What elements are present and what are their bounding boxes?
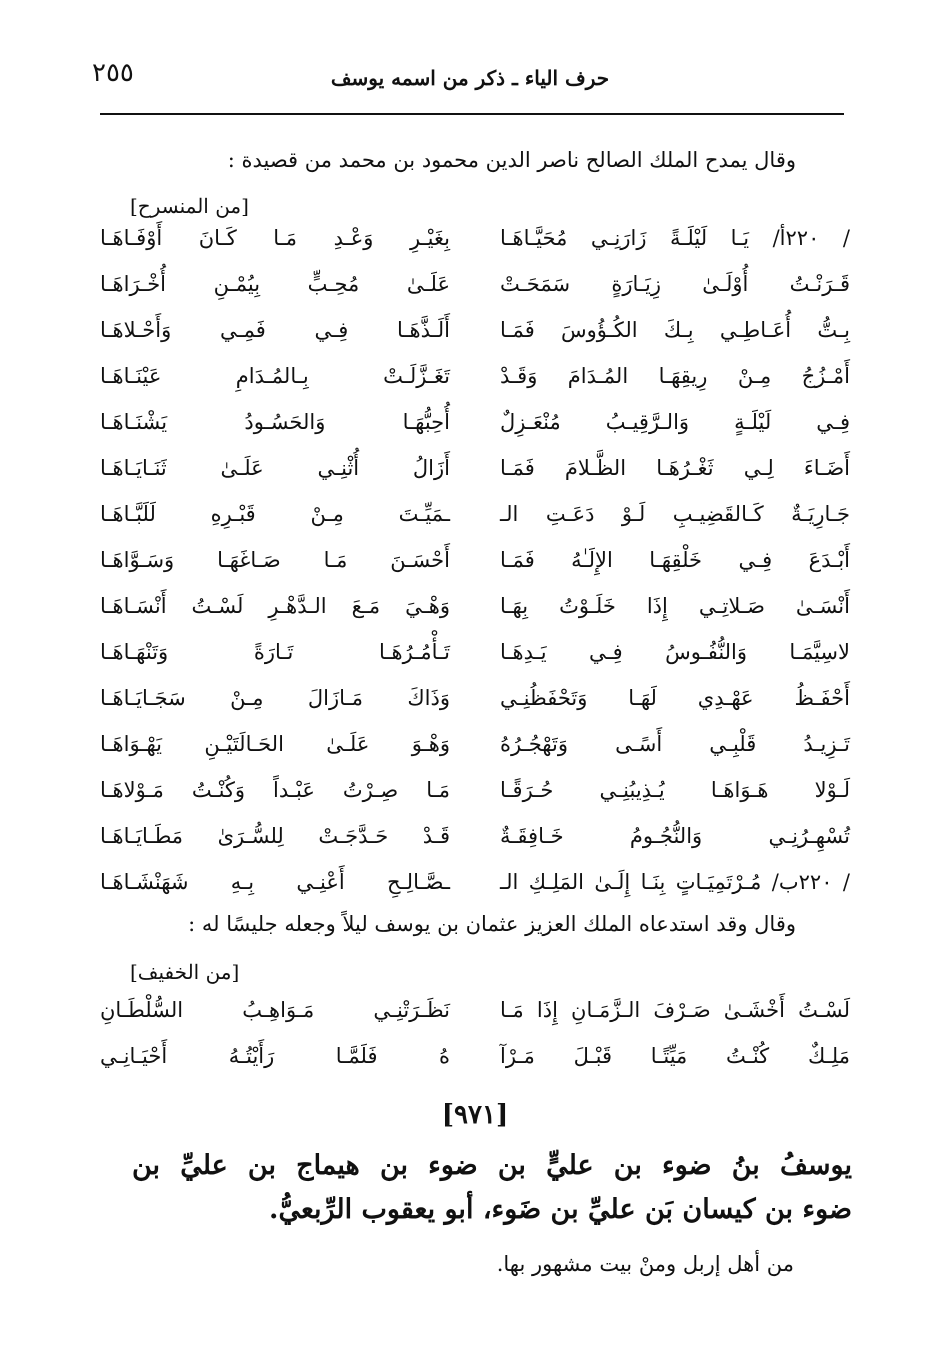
- verse-first-hemistich: أَبْـدَعَ فِـي خَلْقِهَـا الإِلَـٰهُ فَمَـا: [500, 548, 850, 572]
- verse: [100, 820, 850, 866]
- verse-first-hemistich: أَمْـزُجُ مِـنْ رِيقِهَـا المُـدَامَ وَقَـدْ: [500, 364, 850, 388]
- verse-first-hemistich: أَضَـاءَ لِـي ثَغْـرُهَـا الظَّـلامَ فَمَـا: [500, 456, 850, 480]
- verse: [100, 590, 850, 636]
- verse-first-hemistich: لَـوْلا هَـوَاهَـا يُـذِيبُنِـي حُـرَقًـا: [500, 778, 850, 802]
- poem1-meter: [من المنسرح]: [130, 194, 249, 218]
- poem2-verses: [100, 994, 850, 1086]
- verse-first-hemistich: لَسْـتُ أَخْشَـىٰ صَـرْفَ الـزَّمَـانِ إِذَا مَـا: [500, 998, 850, 1022]
- page-number: ٢٥٥: [92, 58, 134, 88]
- verse: [100, 544, 850, 590]
- entry-number: [٩٧١]: [441, 1100, 509, 1130]
- poem1-intro: وقال يمدح الملك الصالح ناصر الدين محمود بن محمد من قصيدة :: [227, 148, 796, 172]
- verse: [100, 728, 850, 774]
- verse-second-hemistich: تَـأْمُـرُهَـا تَـارَةً وَتَنْهَـاهَـا: [100, 640, 450, 664]
- verse-second-hemistich: وَذَاكَ مَـازَالَ مِـنْ سَجَـايَـاهَـا: [100, 686, 450, 710]
- verse-first-hemistich: تَـزِيـدُ قَلْبِـي أَسًـى وَتَهْجُـرُهُ: [500, 732, 850, 756]
- verse-second-hemistich: ـصَّـالِـحِ أَعْنِـي بِـهِ شَهَنْشَـاهَـا: [100, 870, 450, 894]
- entry-title-line1: يوسفُ بنُ ضوء بن عليٍّ بن ضوء بن هيماج بن عليِّ بن: [132, 1150, 852, 1181]
- verse-second-hemistich: نَظَـرَتْنِـي مَـوَاهِـبُ السُّلْطَـانِ: [100, 998, 450, 1022]
- verse-first-hemistich: مَلِـكٌ كُنْـتُ مَيِّتًـا قَبْـلَ مَـرْآ: [500, 1044, 850, 1068]
- verse-first-hemistich: أَحْفَـظُ عَهْـدِي لَهَـا وَتَحْفَظُنِـي: [500, 686, 850, 710]
- running-head: حرف الياء ـ ذكر من اسمه يوسف: [330, 66, 610, 90]
- verse-second-hemistich: هُ فَلَمَّـا رَأَيْتُـهُ أَحْيَـانِـي: [100, 1044, 450, 1068]
- verse-second-hemistich: تَغَـزَّلَـتْ بِـالمُـدَامِ عَيْنَـاهَـا: [100, 364, 450, 388]
- verse: [100, 498, 850, 544]
- verse: [100, 406, 850, 452]
- verse-second-hemistich: ـمَيِّـتَ مِـنْ قَبْـرِهِ لَلَبَّـاهَـا: [100, 502, 450, 526]
- poem2-intro: وقال وقد استدعاه الملك العزيز عثمان بن يوسف ليلاً وجعله جليسًا له :: [188, 912, 796, 936]
- verse: [100, 682, 850, 728]
- verse: [100, 636, 850, 682]
- verse: [100, 360, 850, 406]
- verse: [100, 222, 850, 268]
- verse-second-hemistich: أَلَـذَّهَـا فِـي فَمِـي وَأَحْـلاهَـا: [100, 318, 450, 342]
- verse-second-hemistich: وَهْـيَ مَـعَ الـدَّهْـرِ لَسْـتُ أَنْسَـاهَـا: [100, 594, 450, 618]
- verse-first-hemistich: بِـتُّ أُعَـاطِـي بِـكَ الكُـؤُوسَ فَمَـا: [500, 318, 850, 342]
- verse-second-hemistich: أَحْسَـنَ مَـا صَـاغَهَـا وَسَـوَّاهَـا: [100, 548, 450, 572]
- entry-title-line2: ضوء بن كيسان بَن عليِّ بن ضَوء، أبو يعقوب الرِّبعيُّ.: [269, 1194, 852, 1225]
- verse: [100, 268, 850, 314]
- verse: [100, 866, 850, 912]
- verse: [100, 314, 850, 360]
- verse-second-hemistich: قَـدْ حَـدَّجَـتْ لِلسُّـرَىٰ مَطَـايَـاهَـا: [100, 824, 450, 848]
- verse-second-hemistich: وَهْـوَ عَلَـىٰ الحَـالَتَيْـنِ يَهْـوَاهَـا: [100, 732, 450, 756]
- verse-first-hemistich: تُسْهِـرُنِـي وَالنُّجُـومُ خَـافِقَـةٌ: [500, 824, 850, 848]
- verse-second-hemistich: أُحِبُّهَـا وَالحَسُـودُ يَشْنَـاهَـا: [100, 410, 450, 434]
- poem1-verses: [100, 222, 850, 912]
- verse: [100, 774, 850, 820]
- verse-first-hemistich: أَنْسَـىٰ صَـلاتِـي إِذَا خَلَـوْتُ بِهَـا: [500, 594, 850, 618]
- verse-second-hemistich: مَـا صِـرْتُ عَبْـداً وَكُنْـتُ مَـوْلاهَـا: [100, 778, 450, 802]
- verse-first-hemistich: جَـارِيَـةٌ كَـالقَضِيـبِ لَـوْ دَعَـتِ الـ: [500, 502, 850, 526]
- header-rule: [100, 113, 844, 115]
- entry-body: من أهل إربل ومنْ بيت مشهور بها.: [496, 1252, 794, 1276]
- verse: [100, 994, 850, 1040]
- verse-second-hemistich: عَلَـىٰ مُحِـبٍّ بِيُمْـنِ أُخْـرَاهَـا: [100, 272, 450, 296]
- verse-second-hemistich: أَزَالُ أُثْنِـي عَلَـىٰ ثَنَـايَـاهَـا: [100, 456, 450, 480]
- verse: [100, 452, 850, 498]
- verse-second-hemistich: بِغَيْـرِ وَعْـدِ مَـا كَـانَ أَوْفَـاهَـا: [100, 226, 450, 250]
- verse-first-hemistich: فِـي لَيْلَـةٍ وَالـرَّقِيـبُ مُنْعَـزِلٌ: [500, 410, 850, 434]
- verse: [100, 1040, 850, 1086]
- verse-first-hemistich: لاسِيَّمَـا وَالنُّفُـوسُ فِـي يَـدِهَـا: [500, 640, 850, 664]
- verse-first-hemistich: / ٢٢٠ب/ مُـرْتَمِيَـاتٍ بِنَـا إِلَـىٰ المَلِـكِ الـ: [500, 870, 850, 894]
- verse-first-hemistich: / ٢٢٠أ/ يَـا لَيْلَـةً زَارَنِـي مُحَيَّـاهَـا: [500, 226, 850, 250]
- verse-first-hemistich: قَـرَنْـتُ أُوْلَـىٰ زِيَـارَةٍ سَمَحَـتْ: [500, 272, 850, 296]
- poem2-meter: [من الخفيف]: [130, 960, 240, 984]
